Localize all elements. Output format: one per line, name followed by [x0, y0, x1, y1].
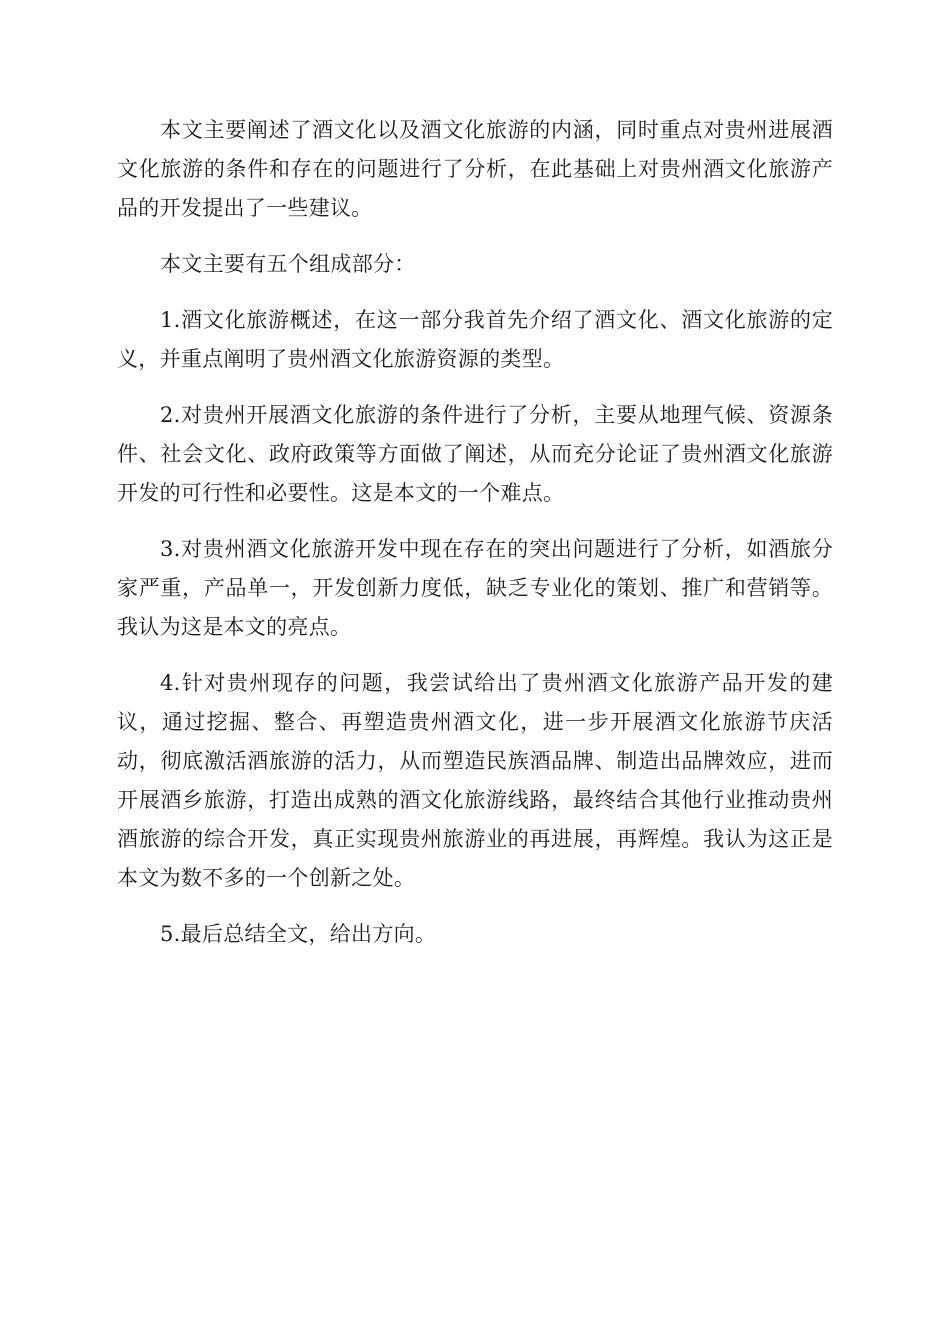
- document-body: [117, 111, 833, 971]
- list-item-4: 4.针对贵州现存的问题，我尝试给出了贵州酒文化旅游产品开发的建议，通过挖掘、整合、再塑造贵州酒文化，进一步开展酒文化旅游节庆活动，彻底激活酒旅游的活力，从而塑造民族酒品牌、制造出品牌效应，进而开展酒乡旅游，打造出成熟的酒文化旅游线路，最终结合其他行业推动贵州酒旅游的综合开发，真正实现贵州旅游业的再进展，再辉煌。我认为这正是本文为数不多的一个创新之处。: [117, 671, 833, 890]
- intro-paragraph: 本文主要阐述了酒文化以及酒文化旅游的内涵，同时重点对贵州进展酒文化旅游的条件和存在的问题进行了分析，在此基础上对贵州酒文化旅游产品的开发提出了一些建议。: [117, 118, 833, 220]
- list-item-5: 5.最后总结全文，给出方向。: [160, 922, 437, 946]
- list-item-3: 3.对贵州酒文化旅游开发中现在存在的突出问题进行了分析，如酒旅分家严重，产品单一，开发创新力度低，缺乏专业化的策划、推广和营销等。我认为这是本文的亮点。: [117, 537, 833, 639]
- list-item-2: 2.对贵州开展酒文化旅游的条件进行了分析，主要从地理气候、资源条件、社会文化、政府政策等方面做了阐述，从而充分论证了贵州酒文化旅游开发的可行性和必要性。这是本文的一个难点。: [117, 403, 833, 505]
- list-item-1: 1.酒文化旅游概述，在这一部分我首先介绍了酒文化、酒文化旅游的定义，并重点阐明了贵州酒文化旅游资源的类型。: [117, 308, 833, 371]
- structure-paragraph: 本文主要有五个组成部分：: [160, 252, 416, 276]
